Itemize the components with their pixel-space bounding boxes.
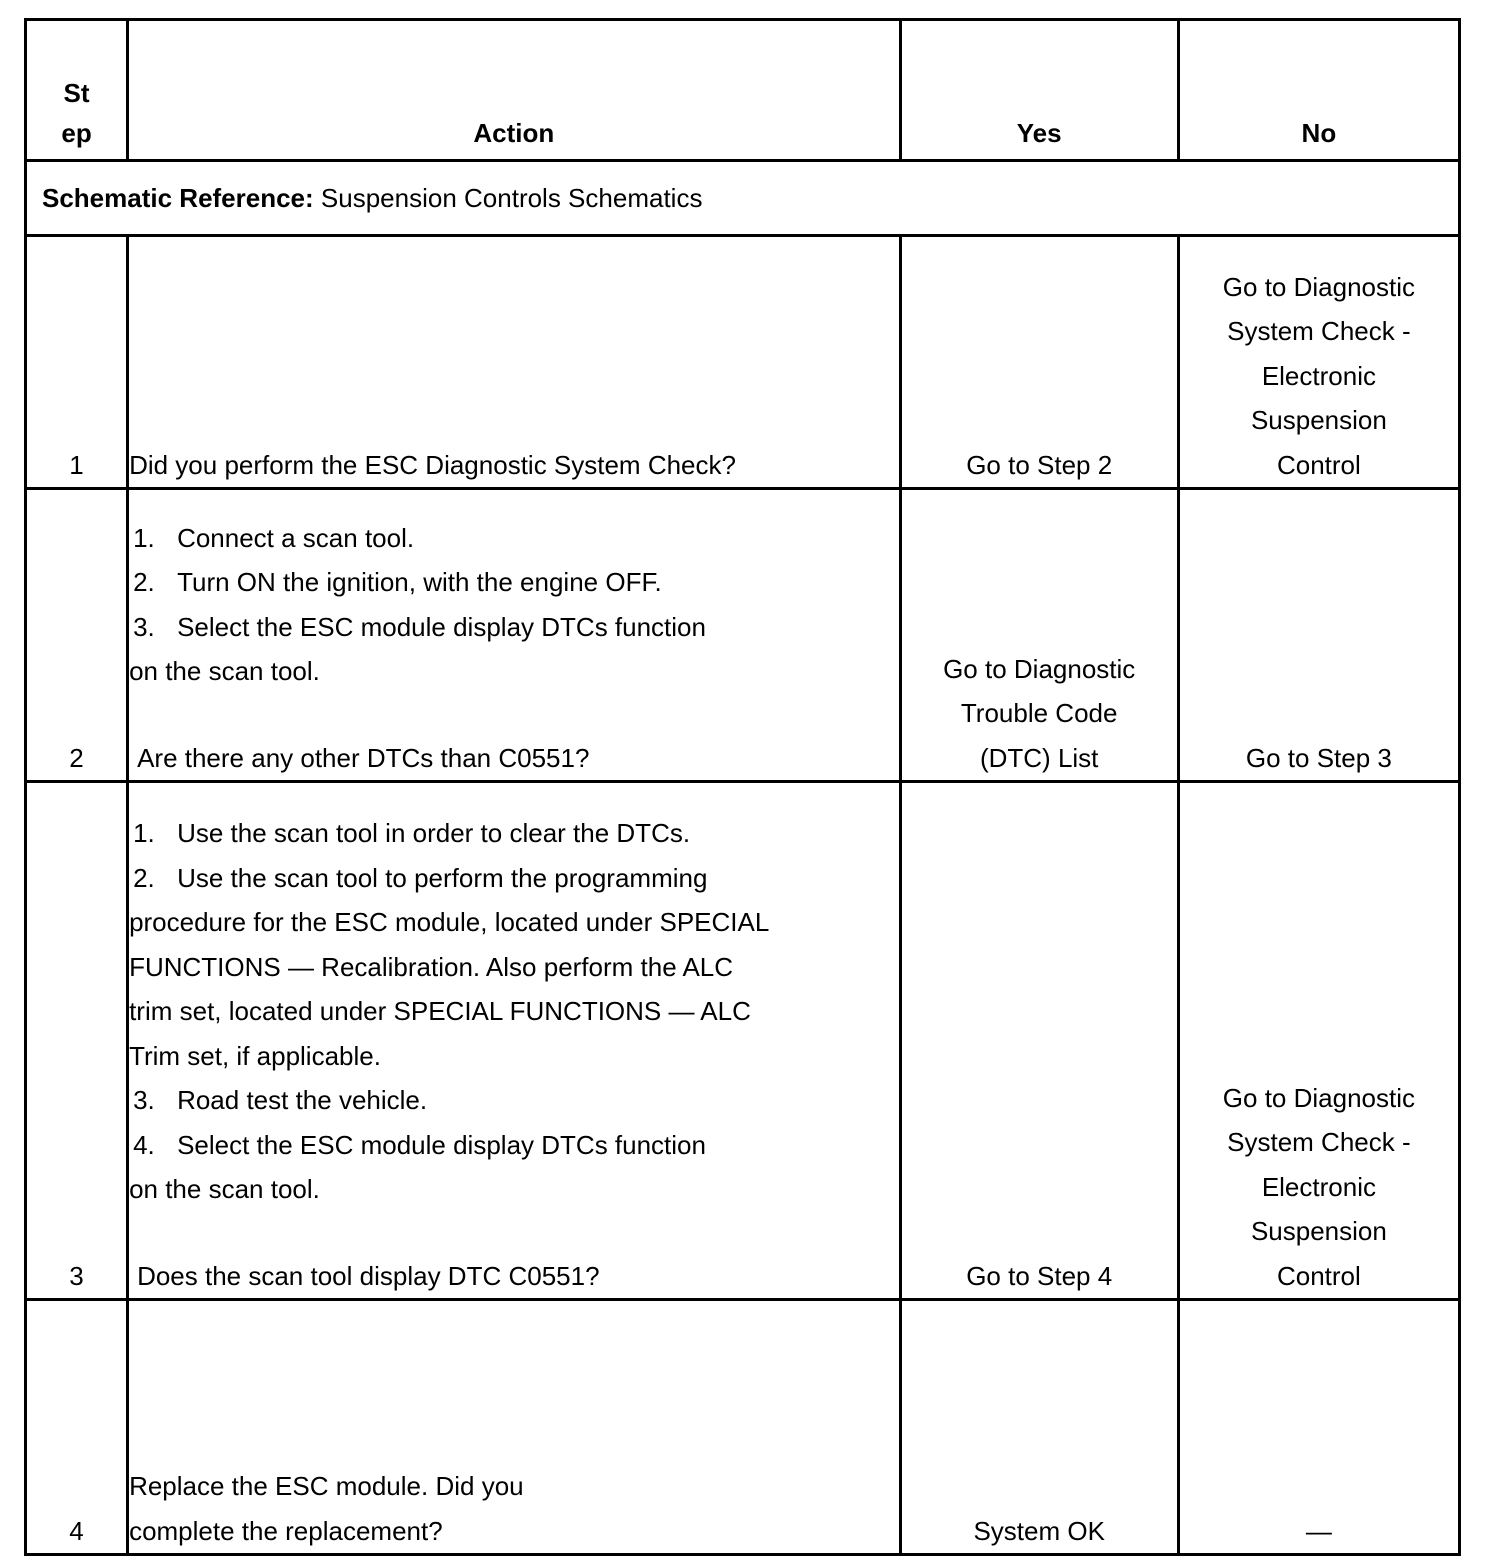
action-list-item <box>129 605 899 650</box>
item-number: 1. <box>133 522 155 553</box>
yes-line: (DTC) List <box>979 742 1099 773</box>
action-list-item <box>129 811 899 856</box>
item-continuation: Trim set, if applicable. <box>129 1040 381 1071</box>
action-list-item <box>129 516 899 561</box>
item-number: 2. <box>133 567 155 597</box>
item-continuation: procedure for the ESC module, located under SPECIAL <box>129 907 770 937</box>
item-number: 1. <box>133 818 155 848</box>
action-list-item <box>129 856 899 901</box>
header-step <box>26 20 128 161</box>
item-text: Turn ON the ignition, with the engine OFF. <box>177 567 662 597</box>
action-question: Does the scan tool display DTC C0551? <box>137 1260 600 1291</box>
item-number: 4. <box>133 1129 155 1160</box>
action-question: Are there any other DTCs than C0551? <box>137 742 590 773</box>
schematic-value: Suspension Controls Schematics <box>320 182 703 213</box>
item-continuation: trim set, located under SPECIAL FUNCTIONS — ALC <box>129 996 751 1026</box>
item-text: Road test the vehicle. <box>177 1085 428 1115</box>
schematic-label: Schematic Reference: <box>42 182 314 213</box>
schematic-reference <box>26 161 1460 236</box>
no-line: Suspension <box>1250 405 1387 435</box>
yes-line: Go to Diagnostic <box>943 653 1136 684</box>
header-action: Action <box>128 20 901 161</box>
no-cell <box>1178 489 1459 782</box>
no-line: System Check - <box>1227 316 1411 346</box>
action-list-item <box>129 1078 899 1123</box>
header-step-line1: St <box>63 78 90 108</box>
header-no: No <box>1178 20 1459 161</box>
no-cell <box>1178 782 1459 1300</box>
yes-cell <box>900 236 1178 489</box>
no-line: Suspension <box>1250 1216 1387 1246</box>
header-yes: Yes <box>900 20 1178 161</box>
action-cell <box>128 782 901 1300</box>
action-line: Replace the ESC module. Did you <box>129 1471 524 1501</box>
action-cell <box>128 1300 901 1555</box>
table-row <box>26 782 1460 1300</box>
diagnostic-table <box>24 18 1461 1556</box>
no-line: Go to Diagnostic <box>1222 271 1415 302</box>
yes-line: Go to Step 4 <box>966 1260 1113 1291</box>
step-number: 4 <box>26 1300 128 1555</box>
spacer <box>129 694 899 736</box>
step-number: 1 <box>26 236 128 489</box>
item-text: Select the ESC module display DTCs function <box>177 611 706 642</box>
no-cell <box>1178 1300 1459 1555</box>
header-row <box>26 20 1460 161</box>
no-line: Electronic <box>1261 1171 1376 1202</box>
item-text: Use the scan tool in order to clear the DTCs. <box>177 818 691 848</box>
step-number: 2 <box>26 489 128 782</box>
spacer <box>129 1212 899 1254</box>
table-row <box>26 236 1460 489</box>
schematic-row <box>26 161 1460 236</box>
no-line: Electronic <box>1261 360 1376 391</box>
item-continuation: on the scan tool. <box>129 1174 320 1204</box>
table-row <box>26 1300 1460 1555</box>
item-continuation: FUNCTIONS — Recalibration. Also perform the ALC <box>129 951 734 982</box>
item-text: Use the scan tool to perform the programming <box>177 862 708 893</box>
action-list-item <box>129 560 899 605</box>
item-number: 3. <box>133 611 155 642</box>
no-line: Control <box>1276 449 1361 480</box>
yes-cell <box>900 1300 1178 1555</box>
action-line: Did you perform the ESC Diagnostic System Check? <box>129 449 736 480</box>
yes-line: Go to Step 2 <box>966 449 1113 480</box>
action-list-item <box>129 1123 899 1168</box>
no-line: Go to Diagnostic <box>1222 1082 1415 1113</box>
yes-cell <box>900 782 1178 1300</box>
yes-cell <box>900 489 1178 782</box>
header-step-line2: ep <box>61 118 92 148</box>
table-row <box>26 489 1460 782</box>
item-number: 3. <box>133 1085 155 1115</box>
no-line: — <box>1305 1515 1332 1546</box>
item-continuation: on the scan tool. <box>129 656 320 686</box>
step-number: 3 <box>26 782 128 1300</box>
yes-line: System OK <box>973 1515 1105 1546</box>
no-line: Go to Step 3 <box>1245 742 1392 773</box>
no-cell <box>1178 236 1459 489</box>
item-text: Connect a scan tool. <box>177 522 415 553</box>
no-line: System Check - <box>1227 1127 1411 1157</box>
action-cell <box>128 236 901 489</box>
yes-line: Trouble Code <box>960 698 1118 728</box>
action-line: complete the replacement? <box>129 1515 443 1546</box>
item-number: 2. <box>133 862 155 893</box>
item-text: Select the ESC module display DTCs function <box>177 1129 706 1160</box>
action-cell <box>128 489 901 782</box>
no-line: Control <box>1276 1260 1361 1291</box>
